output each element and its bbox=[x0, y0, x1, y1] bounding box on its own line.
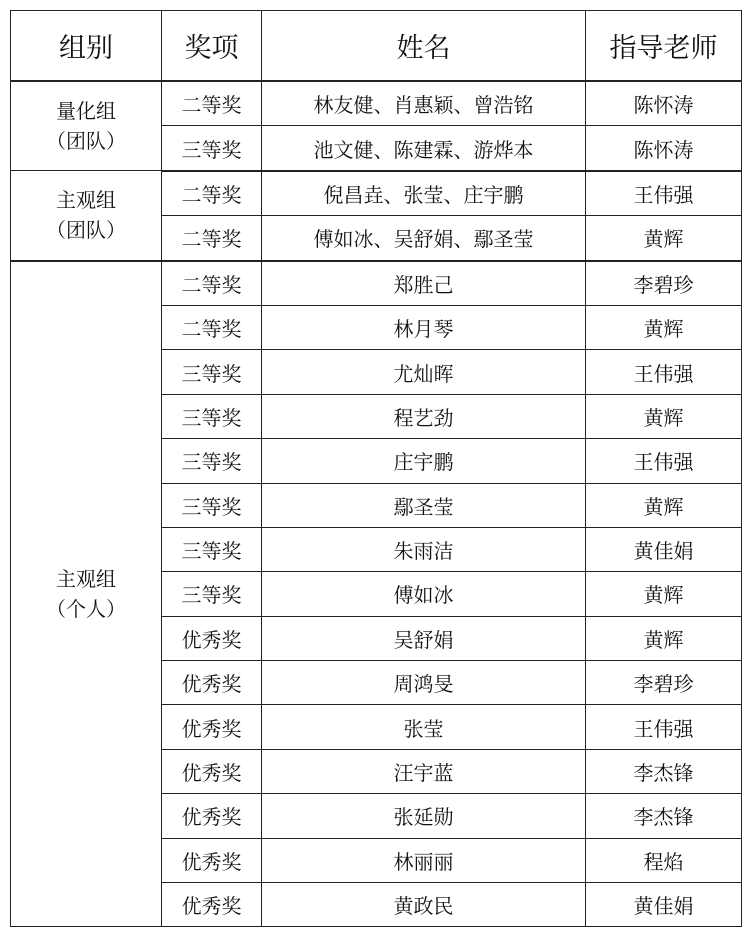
header-row bbox=[11, 11, 742, 82]
group-label-line1: 量化组 bbox=[56, 99, 116, 124]
teacher-cell: 黄辉 bbox=[586, 305, 742, 349]
teacher-cell: 李碧珍 bbox=[586, 661, 742, 705]
award-cell: 三等奖 bbox=[162, 439, 262, 483]
name-cell: 林丽丽 bbox=[262, 838, 586, 882]
name-cell: 尤灿晖 bbox=[262, 350, 586, 394]
award-cell: 三等奖 bbox=[162, 483, 262, 527]
name-cell: 傅如冰、吴舒娟、鄢圣莹 bbox=[262, 216, 586, 261]
group-label-line2: （团队） bbox=[46, 129, 126, 154]
teacher-cell: 王伟强 bbox=[586, 439, 742, 483]
teacher-cell: 陈怀涛 bbox=[586, 81, 742, 126]
name-cell: 郑胜己 bbox=[262, 261, 586, 306]
award-cell: 三等奖 bbox=[162, 572, 262, 616]
group-label-subjective-individual bbox=[11, 261, 162, 927]
awards-table bbox=[10, 10, 742, 927]
header-name: 姓名 bbox=[262, 11, 586, 82]
group-label-quant-team bbox=[11, 81, 162, 171]
teacher-cell: 王伟强 bbox=[586, 705, 742, 749]
award-cell: 二等奖 bbox=[162, 216, 262, 261]
award-cell: 优秀奖 bbox=[162, 705, 262, 749]
teacher-cell: 黄辉 bbox=[586, 616, 742, 660]
header-teacher: 指导老师 bbox=[586, 11, 742, 82]
table-row bbox=[11, 261, 742, 306]
teacher-cell: 程焰 bbox=[586, 838, 742, 882]
name-cell: 池文健、陈建霖、游烨本 bbox=[262, 126, 586, 171]
award-cell: 二等奖 bbox=[162, 261, 262, 306]
teacher-cell: 黄辉 bbox=[586, 394, 742, 438]
name-cell: 汪宇蓝 bbox=[262, 749, 586, 793]
award-cell: 三等奖 bbox=[162, 126, 262, 171]
name-cell: 黄政民 bbox=[262, 883, 586, 927]
award-cell: 优秀奖 bbox=[162, 794, 262, 838]
header-group: 组别 bbox=[11, 11, 162, 82]
table-row bbox=[11, 81, 742, 126]
name-cell: 倪昌垚、张莹、庄宇鹏 bbox=[262, 171, 586, 216]
name-cell: 张延勋 bbox=[262, 794, 586, 838]
teacher-cell: 陈怀涛 bbox=[586, 126, 742, 171]
name-cell: 庄宇鹏 bbox=[262, 439, 586, 483]
award-cell: 优秀奖 bbox=[162, 883, 262, 927]
group-label-line1: 主观组 bbox=[56, 566, 116, 591]
teacher-cell: 王伟强 bbox=[586, 350, 742, 394]
name-cell: 林友健、肖惠颖、曾浩铭 bbox=[262, 81, 586, 126]
award-cell: 二等奖 bbox=[162, 305, 262, 349]
group-label-line2: （个人） bbox=[46, 596, 126, 621]
teacher-cell: 李碧珍 bbox=[586, 261, 742, 306]
teacher-cell: 黄辉 bbox=[586, 483, 742, 527]
group-label-line1: 主观组 bbox=[56, 188, 116, 213]
header-award: 奖项 bbox=[162, 11, 262, 82]
award-cell: 优秀奖 bbox=[162, 749, 262, 793]
award-cell: 二等奖 bbox=[162, 171, 262, 216]
group-label-line2: （团队） bbox=[46, 218, 126, 243]
teacher-cell: 黄佳娟 bbox=[586, 527, 742, 571]
name-cell: 程艺劲 bbox=[262, 394, 586, 438]
award-cell: 优秀奖 bbox=[162, 616, 262, 660]
name-cell: 吴舒娟 bbox=[262, 616, 586, 660]
award-cell: 二等奖 bbox=[162, 81, 262, 126]
name-cell: 张莹 bbox=[262, 705, 586, 749]
group-label-subjective-team bbox=[11, 171, 162, 261]
table-row bbox=[11, 171, 742, 216]
award-cell: 三等奖 bbox=[162, 394, 262, 438]
table-body bbox=[11, 81, 742, 927]
name-cell: 林月琴 bbox=[262, 305, 586, 349]
teacher-cell: 王伟强 bbox=[586, 171, 742, 216]
award-cell: 三等奖 bbox=[162, 527, 262, 571]
teacher-cell: 李杰锋 bbox=[586, 794, 742, 838]
name-cell: 傅如冰 bbox=[262, 572, 586, 616]
award-cell: 三等奖 bbox=[162, 350, 262, 394]
teacher-cell: 黄佳娟 bbox=[586, 883, 742, 927]
teacher-cell: 黄辉 bbox=[586, 572, 742, 616]
teacher-cell: 黄辉 bbox=[586, 216, 742, 261]
award-cell: 优秀奖 bbox=[162, 838, 262, 882]
award-cell: 优秀奖 bbox=[162, 661, 262, 705]
name-cell: 周鸿旻 bbox=[262, 661, 586, 705]
teacher-cell: 李杰锋 bbox=[586, 749, 742, 793]
name-cell: 朱雨洁 bbox=[262, 527, 586, 571]
name-cell: 鄢圣莹 bbox=[262, 483, 586, 527]
